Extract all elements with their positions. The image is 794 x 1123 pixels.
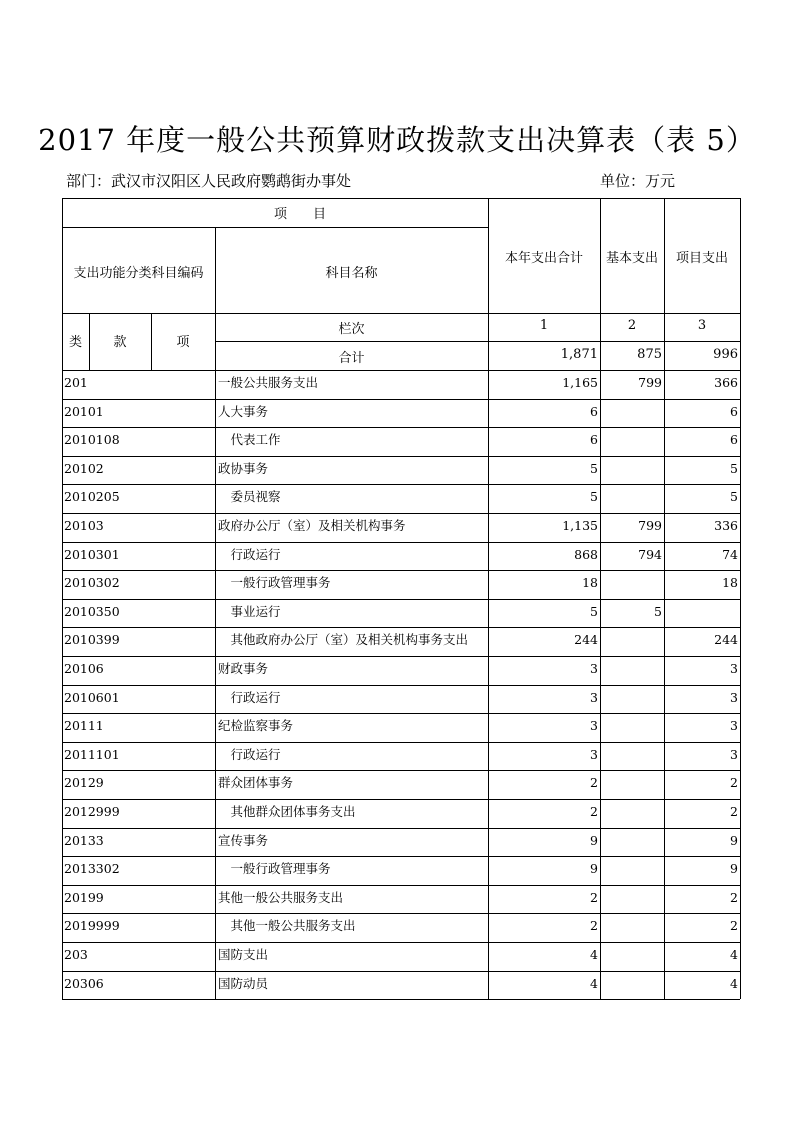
row-total: 2 [590,889,598,905]
row-code: 20103 [64,518,104,533]
row-total: 9 [590,861,598,877]
row-subject-name: 一般行政管理事务 [218,861,331,877]
department-label: 部门：武汉市汉阳区人民政府鹦鹉街办事处 [66,172,352,190]
row-project: 336 [714,518,738,533]
row-basic: 799 [638,518,662,533]
header-lei: 类 [68,335,82,350]
grid-line-h [215,341,740,342]
grid-line-h [62,370,740,371]
total-row-basic: 875 [637,347,662,362]
row-code: 20133 [64,832,104,848]
row-code: 20106 [64,661,104,676]
grid-line-h [62,828,740,829]
row-total: 6 [590,403,598,419]
row-total: 3 [590,746,598,762]
row-code: 2010350 [64,603,120,619]
row-total: 2 [590,775,598,791]
row-project: 366 [714,375,738,390]
grid-line-h [62,885,740,886]
row-code: 20129 [64,775,104,791]
row-total: 1,165 [562,375,598,390]
row-project: 4 [730,947,738,962]
header-xiang: 项 [176,335,190,350]
grid-line-h [62,913,740,914]
grid-line-h [62,685,740,686]
row-project: 5 [730,489,738,505]
row-code: 2010302 [64,575,120,591]
row-subject-name: 行政运行 [218,689,281,705]
row-code: 2010301 [64,546,120,562]
grid-line-h [62,227,488,228]
row-subject-name: 委员视察 [218,489,281,505]
row-project: 74 [722,546,738,562]
row-project: 2 [730,918,738,934]
row-project: 9 [730,861,738,877]
row-total: 5 [590,603,598,619]
row-total: 868 [574,546,598,562]
row-code: 203 [64,947,88,962]
grid-line-v [215,227,216,999]
row-subject-name: 其他一般公共服务支出 [218,889,344,905]
row-basic: 5 [654,603,662,619]
header-subject-name: 科目名称 [325,266,378,281]
grid-line-h [62,856,740,857]
row-subject-name: 其他一般公共服务支出 [218,918,356,934]
row-total: 9 [590,832,598,848]
grid-line-h [62,198,740,199]
grid-line-v [62,198,63,999]
row-code: 2011101 [64,746,120,762]
grid-line-h [62,942,740,943]
row-project: 3 [730,689,738,705]
col-number-1: 1 [539,318,549,333]
grid-line-v [740,198,741,999]
header-col-project: 项目支出 [675,251,728,266]
row-subject-name: 代表工作 [218,432,281,448]
row-code: 2010399 [64,632,120,648]
row-project: 6 [730,403,738,419]
row-basic: 799 [638,375,662,390]
total-row-total: 1,871 [560,347,598,362]
row-subject-name: 政府办公厅（室）及相关机构事务 [218,518,406,533]
row-basic: 794 [638,546,662,562]
row-subject-name: 一般公共服务支出 [218,375,319,390]
row-code: 20101 [64,403,104,419]
grid-line-h [62,599,740,600]
row-code: 201 [64,375,88,390]
header-lanci: 栏次 [338,322,365,337]
row-total: 2 [590,918,598,934]
grid-line-h [62,570,740,571]
row-subject-name: 其他政府办公厅（室）及相关机构事务支出 [218,632,469,648]
header-col-basic: 基本支出 [605,251,658,266]
header-col-total: 本年支出合计 [504,251,583,266]
row-total: 5 [590,460,598,476]
row-project: 3 [730,661,738,676]
row-project: 2 [730,889,738,905]
grid-line-h [62,713,740,714]
row-subject-name: 一般行政管理事务 [218,575,331,591]
row-code: 2010601 [64,689,120,705]
row-subject-name: 行政运行 [218,546,281,562]
row-project: 6 [730,432,738,448]
row-project: 2 [730,804,738,819]
row-project: 9 [730,832,738,848]
row-subject-name: 财政事务 [218,661,269,676]
row-project: 244 [714,632,738,648]
row-subject-name: 国防动员 [218,975,269,991]
row-project: 3 [730,746,738,762]
header-project: 项 目 [273,207,326,222]
row-code: 2010205 [64,489,120,505]
row-total: 4 [590,947,598,962]
row-total: 18 [582,575,598,591]
row-subject-name: 事业运行 [218,603,281,619]
total-row-project: 996 [713,347,738,362]
total-row-label: 合计 [338,351,365,366]
row-subject-name: 政协事务 [218,460,269,476]
row-subject-name: 人大事务 [218,403,269,419]
unit-label: 单位：万元 [600,172,676,190]
row-code: 2012999 [64,804,120,819]
row-subject-name: 其他群众团体事务支出 [218,804,356,819]
row-total: 3 [590,689,598,705]
row-subject-name: 国防支出 [218,947,269,962]
row-code: 2013302 [64,861,120,877]
grid-line-h [62,742,740,743]
report-title: 2017 年度一般公共预算财政拨款支出决算表（表 5） [38,123,756,157]
row-total: 2 [590,804,598,819]
grid-line-h [62,484,740,485]
header-kuan: 款 [113,335,127,350]
grid-line-h [62,799,740,800]
row-subject-name: 行政运行 [218,746,281,762]
grid-line-h [62,399,740,400]
row-subject-name: 纪检监察事务 [218,718,294,734]
grid-line-h [62,971,740,972]
row-code: 20111 [64,718,104,734]
row-total: 3 [590,718,598,734]
row-project: 4 [730,975,738,991]
grid-line-h [62,427,740,428]
grid-line-h [62,542,740,543]
row-project: 3 [730,718,738,734]
row-project: 5 [730,460,738,476]
row-total: 4 [590,975,598,991]
grid-line-h [62,513,740,514]
row-subject-name: 宣传事务 [218,832,269,848]
col-number-2: 2 [627,318,637,333]
row-total: 5 [590,489,598,505]
grid-line-h [62,456,740,457]
row-code: 20306 [64,975,104,991]
row-subject-name: 群众团体事务 [218,775,294,791]
grid-line-h [62,656,740,657]
row-project: 2 [730,775,738,791]
header-func-code: 支出功能分类科目编码 [73,266,204,281]
grid-line-h [62,627,740,628]
row-total: 244 [574,632,598,648]
row-total: 6 [590,432,598,448]
row-project: 18 [722,575,738,591]
col-number-3: 3 [697,318,707,333]
row-code: 2010108 [64,432,120,448]
row-total: 1,135 [562,518,598,533]
grid-line-h [62,999,740,1000]
row-code: 20199 [64,889,104,905]
row-total: 3 [590,661,598,676]
grid-line-h [62,313,740,314]
grid-line-h [62,770,740,771]
row-code: 20102 [64,460,104,476]
row-code: 2019999 [64,918,120,934]
